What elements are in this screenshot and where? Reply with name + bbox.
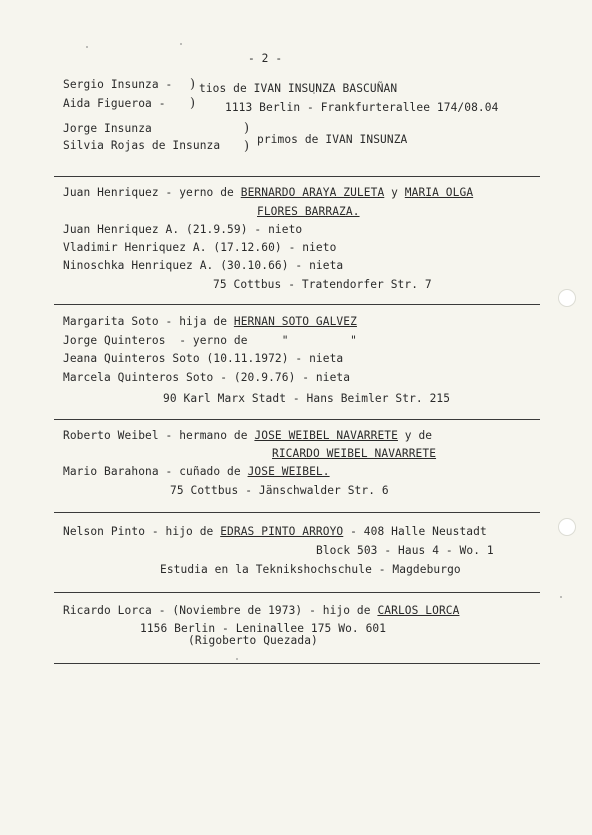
- speck: [236, 658, 238, 660]
- block4-line1-name: JOSE WEIBEL NAVARRETE: [254, 429, 398, 442]
- punch-hole-top: [558, 289, 576, 307]
- block2-line2: FLORES BARRAZA.: [257, 205, 360, 218]
- brace-right: ): [244, 139, 250, 154]
- block2-line1: [63, 186, 473, 200]
- block6-line2: 1156 Berlin - Leninallee 175 Wo. 601: [140, 622, 387, 635]
- separator-line: [54, 512, 540, 513]
- block1-line4-left: Silvia Rojas de Insunza: [63, 139, 221, 152]
- block3-address: 90 Karl Marx Stadt - Hans Beimler Str. 215: [163, 392, 451, 405]
- block3-line1-name: HERNAN SOTO GALVEZ: [233, 315, 357, 328]
- block4-line3: [63, 465, 330, 479]
- block4-line1-prefix: Roberto Weibel - hermano de: [63, 429, 255, 442]
- block1-line2-right: 1113 Berlin - Frankfurterallee 174/08.04: [225, 101, 499, 114]
- block2-line4: Vladimir Henriquez A. (17.12.60) - nieto: [63, 241, 337, 254]
- block1-line1-right: tios de IVAN INSUNZA BASCUÑAN: [199, 82, 398, 95]
- block4-line1-suffix: y de: [397, 429, 433, 442]
- block5-line1-name: EDRAS PINTO ARROYO: [220, 525, 344, 538]
- block2-line1-name2: MARIA OLGA: [404, 186, 474, 199]
- block3-line4: Marcela Quinteros Soto - (20.9.76) - nieta: [63, 371, 351, 384]
- block2-line1-name: BERNARDO ARAYA ZULETA: [240, 186, 385, 199]
- block4-line1: [63, 429, 432, 443]
- speck: [86, 46, 88, 48]
- block4-line3-name: JOSE WEIBEL.: [247, 465, 330, 478]
- block6-line1-name: CARLOS LORCA: [377, 604, 460, 617]
- block6-line1: [63, 604, 459, 618]
- separator-line: [54, 304, 540, 305]
- block2-line1-prefix: Juan Henriquez - yerno de: [63, 186, 241, 199]
- block2-line5: Ninoschka Henriquez A. (30.10.66) - nieta: [63, 259, 344, 272]
- block3-line3: Jeana Quinteros Soto (10.11.1972) - nieta: [63, 352, 344, 365]
- block2-line1-join: y: [384, 186, 405, 199]
- separator-line: [54, 419, 540, 420]
- block1-line3-left: Jorge Insunza: [63, 122, 152, 135]
- block3-line1-prefix: Margarita Soto - hija de: [63, 315, 234, 328]
- block2-address: 75 Cottbus - Tratendorfer Str. 7: [213, 278, 432, 291]
- block1-line2-left: Aida Figueroa -: [63, 97, 166, 110]
- separator-line: [54, 663, 540, 664]
- separator-line: [54, 592, 540, 593]
- block4-line3-prefix: Mario Barahona - cuñado de: [63, 465, 248, 478]
- speck: [560, 596, 562, 598]
- block1-line1-left: Sergio Insunza -: [63, 78, 173, 91]
- speck: [180, 43, 182, 45]
- block6-line1-prefix: Ricardo Lorca - (Noviembre de 1973) - hijo de: [63, 604, 378, 617]
- separator-line: [54, 176, 540, 177]
- block5-line2: Block 503 - Haus 4 - Wo. 1: [316, 544, 494, 557]
- brace-right: ): [244, 121, 250, 136]
- block3-line1: [63, 315, 357, 329]
- block5-line1-prefix: Nelson Pinto - hijo de: [63, 525, 221, 538]
- punch-hole-bottom: [558, 518, 576, 536]
- block4-line2: RICARDO WEIBEL NAVARRETE: [272, 447, 437, 460]
- page-number: - 2 -: [248, 52, 283, 65]
- block2-line3: Juan Henriquez A. (21.9.59) - nieto: [63, 223, 303, 236]
- block5-line3: Estudia en la Teknikshochschule - Magdeburgo: [160, 563, 461, 576]
- block5-line1-suffix: - 408 Halle Neustadt: [343, 525, 487, 538]
- block1-line3-right: primos de IVAN INSUNZA: [257, 133, 408, 146]
- block3-line2: Jorge Quinteros - yerno de " ": [63, 334, 357, 347]
- block6-line3: (Rigoberto Quezada): [188, 634, 318, 647]
- block5-line1: [63, 525, 487, 539]
- block4-address: 75 Cottbus - Jänschwalder Str. 6: [170, 484, 389, 497]
- brace-right: ): [190, 96, 196, 111]
- brace-right: ): [190, 77, 196, 92]
